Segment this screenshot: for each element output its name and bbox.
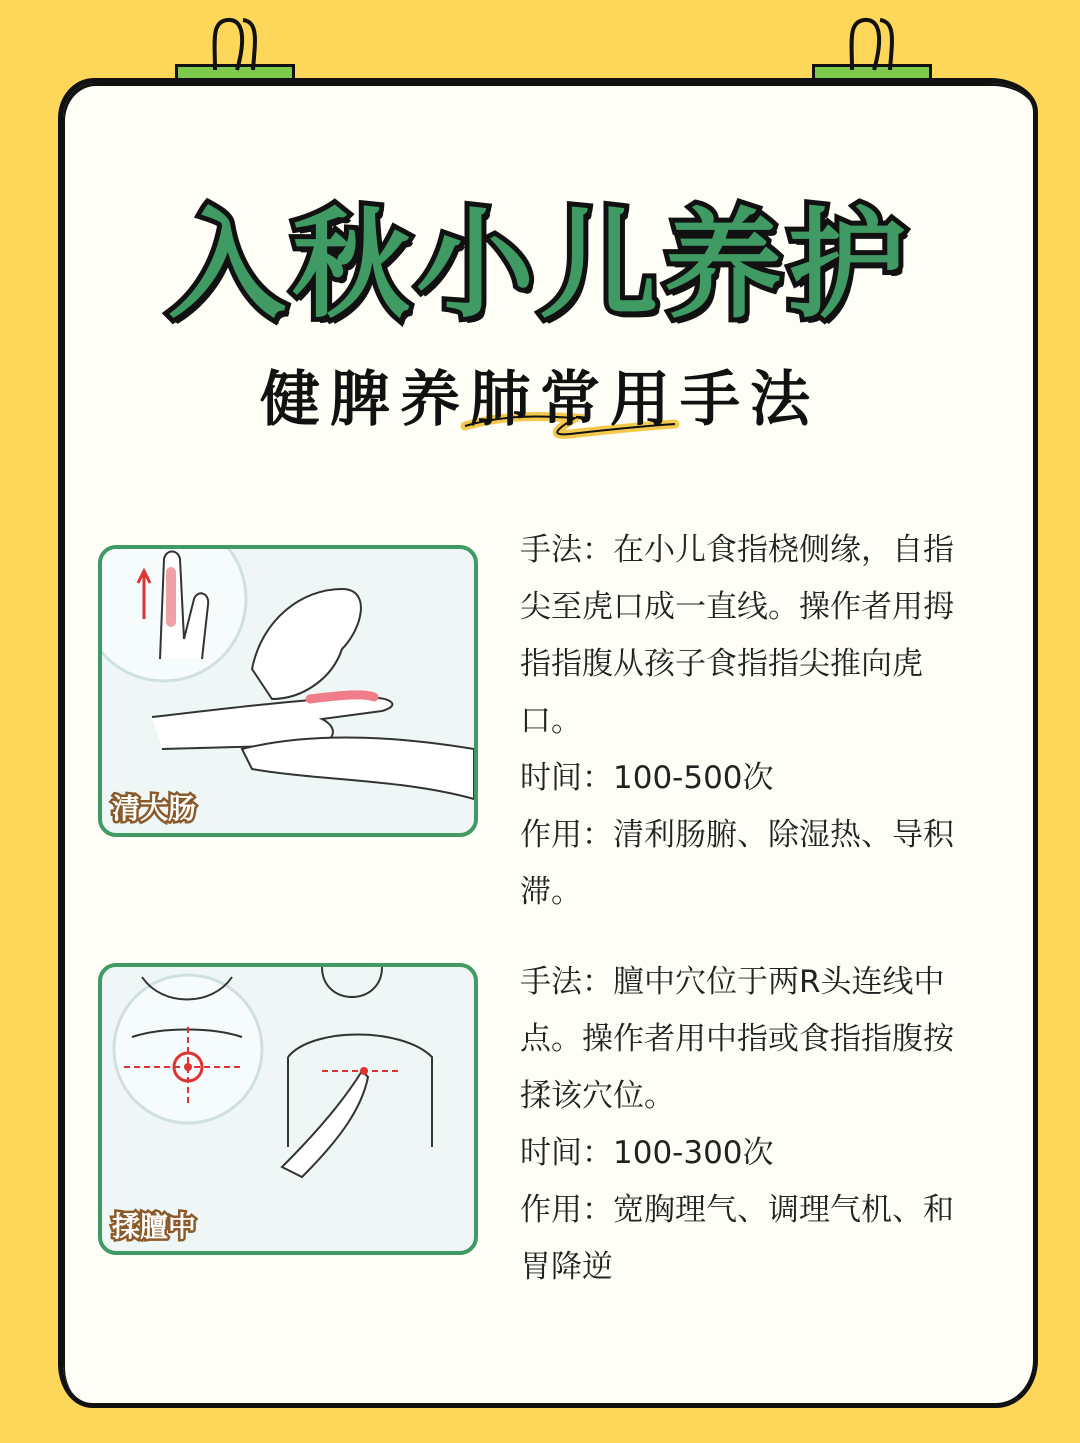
method-text: 手法：在小儿食指桡侧缘，自指尖至虎口成一直线。操作者用拇指指腹从孩子食指指尖推向虎口。 [520, 532, 954, 739]
time-text: 时间：100-500次 [520, 760, 774, 796]
page-subtitle: 健脾养肺常用手法 [260, 365, 820, 435]
page-title: 入秋小儿养护 [167, 196, 912, 334]
time-text: 时间：100-300次 [520, 1135, 774, 1171]
effect-text: 作用：宽胸理气、调理气机、和胃降逆 [520, 1192, 954, 1285]
method-text: 手法：膻中穴位于两R头连线中点。操作者用中指或食指指腹按揉该穴位。 [520, 964, 954, 1114]
section-text-2 [520, 954, 970, 1296]
effect-text: 作用：清利肠腑、除湿热、导积滞。 [520, 817, 954, 910]
section-text-1 [520, 522, 970, 921]
illustration-panel-qing-da-chang [98, 545, 478, 837]
panel-label: 揉膻中 [112, 1210, 197, 1243]
panel-label: 清大肠 [112, 792, 197, 825]
illustration-panel-rou-tan-zhong [98, 963, 478, 1255]
